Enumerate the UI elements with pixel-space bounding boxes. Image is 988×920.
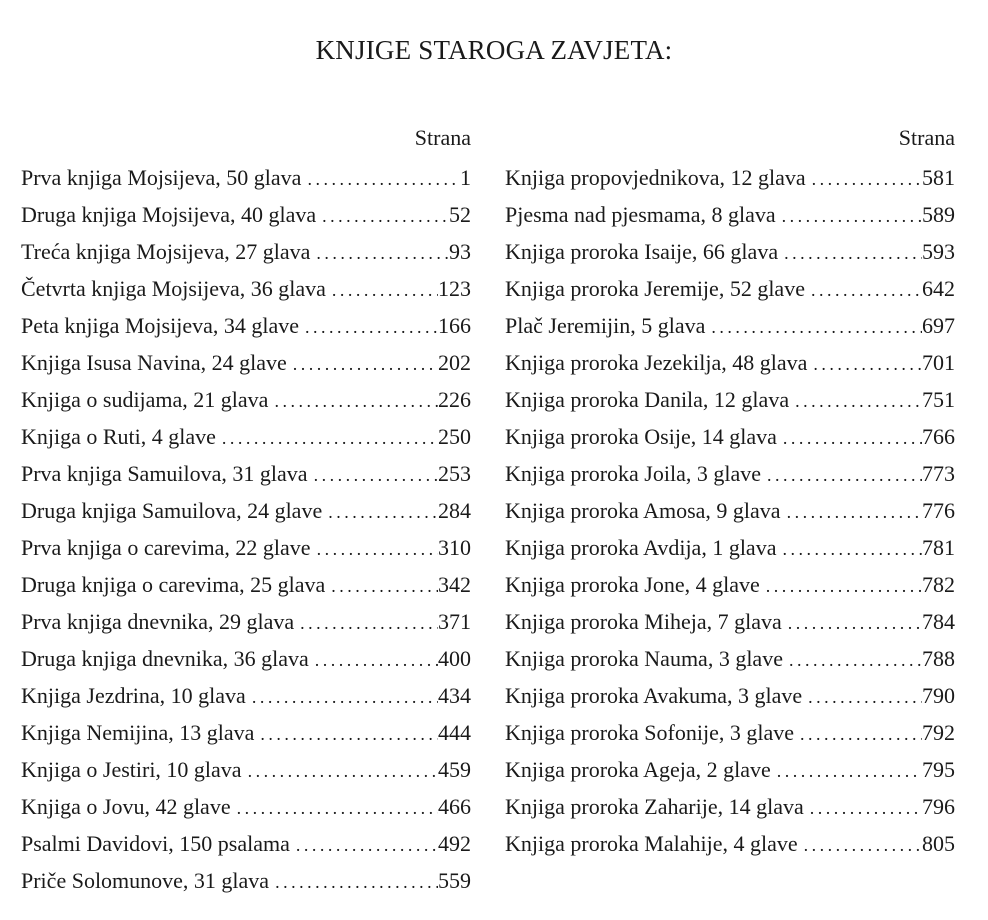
toc-entry: [21, 418, 471, 455]
entry-title: Četvrta knjiga Mojsijeva, 36 glava: [21, 276, 326, 301]
entry-title: Knjiga Jezdrina, 10 glava: [21, 683, 246, 708]
entry-title: Druga knjiga Samuilova, 24 glave: [21, 498, 323, 523]
entry-page-number: 93: [449, 239, 471, 264]
toc-entry: [505, 307, 955, 344]
toc-entry: [505, 270, 955, 307]
toc-entry: [21, 270, 471, 307]
left-column: [21, 122, 471, 899]
dot-leader: [789, 381, 922, 420]
dot-leader: [287, 344, 438, 383]
entry-page-number: 701: [922, 350, 955, 375]
toc-entry: [21, 307, 471, 344]
entry-page-number: 773: [922, 461, 955, 486]
dot-leader: [231, 788, 438, 827]
entry-title: Knjiga proroka Jone, 4 glave: [505, 572, 760, 597]
entry-title: Knjiga proroka Nauma, 3 glave: [505, 646, 783, 671]
right-column-header: Strana: [898, 125, 955, 150]
dot-leader: [805, 270, 922, 309]
entry-title: Knjiga proroka Isaije, 66 glava: [505, 239, 779, 264]
toc-entry: [21, 196, 471, 233]
toc-entry: [21, 344, 471, 381]
toc-entry: [505, 677, 955, 714]
dot-leader: [777, 418, 922, 457]
entry-page-number: 166: [438, 313, 471, 338]
entry-page-number: 342: [438, 572, 471, 597]
dot-leader: [807, 344, 922, 383]
entry-page-number: 751: [922, 387, 955, 412]
dot-leader: [776, 196, 922, 235]
entry-page-number: 805: [922, 831, 955, 856]
entry-title: Treća knjiga Mojsijeva, 27 glava: [21, 239, 311, 264]
entry-page-number: 790: [922, 683, 955, 708]
entry-title: Psalmi Davidovi, 150 psalama: [21, 831, 290, 856]
dot-leader: [316, 196, 449, 235]
toc-entry: [505, 751, 955, 788]
toc-entry: [21, 159, 471, 196]
dot-leader: [804, 788, 922, 827]
toc-entry: [21, 862, 471, 899]
entry-title: Prva knjiga o carevima, 22 glave: [21, 535, 311, 560]
dot-leader: [798, 825, 922, 864]
page-title: KNJIGE STAROGA ZAVJETA:: [315, 35, 673, 65]
entry-page-number: 284: [438, 498, 471, 523]
entry-page-number: 226: [438, 387, 471, 412]
dot-leader: [771, 751, 922, 790]
toc-entry: [505, 529, 955, 566]
entry-title: Prva knjiga Mojsijeva, 50 glava: [21, 165, 302, 190]
entry-title: Knjiga proroka Avdija, 1 glava: [505, 535, 777, 560]
entry-page-number: 459: [438, 757, 471, 782]
entry-title: Plač Jeremijin, 5 glava: [505, 313, 706, 338]
toc-entry: [21, 751, 471, 788]
toc-entry: [505, 344, 955, 381]
dot-leader: [760, 566, 922, 605]
dot-leader: [776, 529, 922, 568]
dot-leader: [268, 381, 438, 420]
dot-leader: [325, 566, 438, 605]
dot-leader: [269, 862, 438, 901]
entry-title: Knjiga proroka Malahije, 4 glave: [505, 831, 798, 856]
entry-page-number: 795: [922, 757, 955, 782]
entry-page-number: 400: [438, 646, 471, 671]
entry-title: Peta knjiga Mojsijeva, 34 glave: [21, 313, 299, 338]
entry-title: Knjiga o Ruti, 4 glave: [21, 424, 216, 449]
entry-title: Knjiga proroka Jeremije, 52 glave: [505, 276, 805, 301]
toc-entry: [505, 381, 955, 418]
entry-title: Prva knjiga Samuilova, 31 glava: [21, 461, 308, 486]
dot-leader: [246, 677, 438, 716]
entry-page-number: 782: [922, 572, 955, 597]
entry-page-number: 792: [922, 720, 955, 745]
toc-entry: [505, 566, 955, 603]
entry-title: Druga knjiga dnevnika, 36 glava: [21, 646, 309, 671]
right-column: [505, 122, 955, 862]
entry-title: Knjiga propovjednikova, 12 glava: [505, 165, 806, 190]
entry-title: Knjiga Nemijina, 13 glava: [21, 720, 255, 745]
entry-page-number: 784: [922, 609, 955, 634]
entry-page-number: 434: [438, 683, 471, 708]
entry-title: Knjiga proroka Joila, 3 glave: [505, 461, 761, 486]
entry-title: Knjiga proroka Sofonije, 3 glave: [505, 720, 794, 745]
entry-page-number: 202: [438, 350, 471, 375]
dot-leader: [783, 640, 922, 679]
entry-page-number: 52: [449, 202, 471, 227]
toc-entry: [505, 492, 955, 529]
toc-entry: [505, 196, 955, 233]
toc-entry: [505, 159, 955, 196]
dot-leader: [806, 159, 922, 198]
entry-title: Pjesma nad pjesmama, 8 glava: [505, 202, 776, 227]
entry-page-number: 697: [922, 313, 955, 338]
toc-entry: [505, 603, 955, 640]
toc-entry: [21, 788, 471, 825]
entry-title: Knjiga proroka Avakuma, 3 glave: [505, 683, 803, 708]
dot-leader: [322, 492, 438, 531]
toc-entry: [21, 455, 471, 492]
toc-entry: [505, 714, 955, 751]
right-entries: [505, 159, 955, 862]
toc-entry: [21, 825, 471, 862]
entry-title: Knjiga Isusa Navina, 24 glave: [21, 350, 287, 375]
entry-page-number: 559: [438, 868, 471, 893]
dot-leader: [326, 270, 438, 309]
entry-title: Druga knjiga Mojsijeva, 40 glava: [21, 202, 317, 227]
entry-title: Prva knjiga dnevnika, 29 glava: [21, 609, 295, 634]
dot-leader: [310, 233, 449, 272]
toc-entry: [21, 529, 471, 566]
entry-page-number: 250: [438, 424, 471, 449]
toc-entry: [505, 455, 955, 492]
entry-page-number: 253: [438, 461, 471, 486]
dot-leader: [761, 455, 922, 494]
dot-leader: [301, 159, 457, 198]
dot-leader: [216, 418, 438, 457]
entry-title: Knjiga o Jestiri, 10 glava: [21, 757, 242, 782]
entry-title: Knjiga proroka Miheja, 7 glava: [505, 609, 782, 634]
toc-entry: [505, 825, 955, 862]
dot-leader: [802, 677, 922, 716]
dot-leader: [242, 751, 438, 790]
entry-page-number: 593: [922, 239, 955, 264]
entry-page-number: 796: [922, 794, 955, 819]
entry-page-number: 371: [438, 609, 471, 634]
dot-leader: [781, 492, 922, 531]
entry-title: Druga knjiga o carevima, 25 glava: [21, 572, 326, 597]
left-entries: [21, 159, 471, 899]
entry-title: Knjiga proroka Osije, 14 glava: [505, 424, 777, 449]
toc-entry: [21, 233, 471, 270]
toc-entry: [505, 640, 955, 677]
entry-page-number: 581: [922, 165, 955, 190]
entry-title: Priče Solomunove, 31 glava: [21, 868, 270, 893]
toc-entry: [21, 640, 471, 677]
toc-entry: [21, 492, 471, 529]
toc-entry: [505, 788, 955, 825]
entry-title: Knjiga o sudijama, 21 glava: [21, 387, 269, 412]
entry-page-number: 1: [460, 165, 471, 190]
dot-leader: [290, 825, 438, 864]
dot-leader: [309, 640, 438, 679]
entry-title: Knjiga proroka Zaharije, 14 glava: [505, 794, 804, 819]
entry-title: Knjiga proroka Ageja, 2 glave: [505, 757, 771, 782]
entry-page-number: 466: [438, 794, 471, 819]
entry-page-number: 444: [438, 720, 471, 745]
entry-page-number: 123: [438, 276, 471, 301]
toc-entry: [21, 603, 471, 640]
left-column-header: Strana: [414, 125, 471, 150]
dot-leader: [705, 307, 922, 346]
entry-title: Knjiga o Jovu, 42 glave: [21, 794, 231, 819]
dot-leader: [308, 455, 438, 494]
dot-leader: [254, 714, 438, 753]
entry-title: Knjiga proroka Jezekilja, 48 glava: [505, 350, 808, 375]
toc-entry: [21, 677, 471, 714]
entry-page-number: 492: [438, 831, 471, 856]
dot-leader: [794, 714, 922, 753]
toc-entry: [21, 566, 471, 603]
entry-title: Knjiga proroka Amosa, 9 glava: [505, 498, 781, 523]
entry-page-number: 766: [922, 424, 955, 449]
entry-page-number: 589: [922, 202, 955, 227]
entry-page-number: 788: [922, 646, 955, 671]
dot-leader: [782, 603, 922, 642]
toc-entry: [21, 714, 471, 751]
dot-leader: [299, 307, 438, 346]
entry-page-number: 781: [922, 535, 955, 560]
toc-entry: [505, 233, 955, 270]
dot-leader: [311, 529, 438, 568]
dot-leader: [294, 603, 438, 642]
toc-entry: [21, 381, 471, 418]
dot-leader: [778, 233, 922, 272]
toc-entry: [505, 418, 955, 455]
entry-page-number: 310: [438, 535, 471, 560]
entry-page-number: 776: [922, 498, 955, 523]
entry-title: Knjiga proroka Danila, 12 glava: [505, 387, 790, 412]
entry-page-number: 642: [922, 276, 955, 301]
